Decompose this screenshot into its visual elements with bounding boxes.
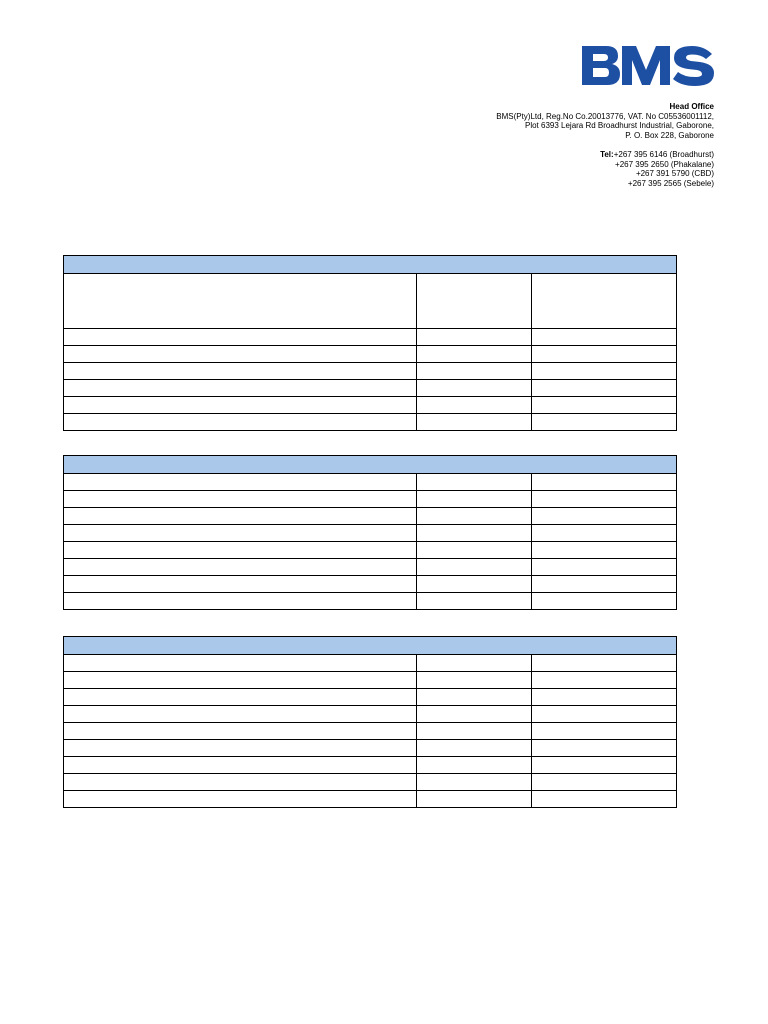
table-cell[interactable] [64, 474, 417, 491]
table-cell[interactable] [417, 723, 532, 740]
table-row [64, 542, 677, 559]
table-row [64, 672, 677, 689]
table-row [64, 397, 677, 414]
table-cell[interactable] [417, 397, 532, 414]
table-cell[interactable] [417, 774, 532, 791]
table-cell[interactable] [417, 508, 532, 525]
section-header-cell [64, 637, 677, 655]
table-row [64, 474, 677, 491]
table-cell[interactable] [532, 689, 677, 706]
table-row [64, 491, 677, 508]
table-cell[interactable] [532, 380, 677, 397]
table-cell[interactable] [417, 740, 532, 757]
table-cell[interactable] [532, 274, 677, 329]
table-cell[interactable] [417, 363, 532, 380]
table-cell[interactable] [532, 559, 677, 576]
table-row [64, 414, 677, 431]
table-cell[interactable] [64, 672, 417, 689]
table-cell[interactable] [64, 329, 417, 346]
table-cell[interactable] [532, 706, 677, 723]
table-cell[interactable] [64, 757, 417, 774]
table-cell[interactable] [417, 706, 532, 723]
table-row [64, 363, 677, 380]
table-cell[interactable] [64, 363, 417, 380]
company-address: Plot 6393 Lejara Rd Broadhurst Industrial, Gaborone, [524, 121, 714, 131]
table-cell[interactable] [417, 542, 532, 559]
table-cell[interactable] [417, 491, 532, 508]
table-cell[interactable] [64, 791, 417, 808]
table-row [64, 274, 677, 329]
table-cell[interactable] [532, 576, 677, 593]
table-cell[interactable] [532, 525, 677, 542]
phone-broadhurst-line [496, 150, 714, 160]
table-cell[interactable] [532, 414, 677, 431]
table-cell[interactable] [532, 363, 677, 380]
table-cell[interactable] [64, 274, 417, 329]
form-table-2 [63, 455, 677, 610]
table-cell[interactable] [532, 791, 677, 808]
table-cell[interactable] [532, 329, 677, 346]
table-cell[interactable] [64, 593, 417, 610]
table-cell[interactable] [532, 757, 677, 774]
table-cell[interactable] [532, 723, 677, 740]
form-table-3 [63, 636, 677, 808]
section-header-cell [64, 256, 677, 274]
table-cell[interactable] [64, 706, 417, 723]
table-cell[interactable] [64, 723, 417, 740]
section-header-cell [64, 456, 677, 474]
table-cell[interactable] [417, 655, 532, 672]
section-header-row [64, 637, 677, 655]
company-po-box: P. O. Box 228, Gaborone [625, 130, 714, 140]
table-row [64, 380, 677, 397]
table-cell[interactable] [532, 672, 677, 689]
table-cell[interactable] [532, 346, 677, 363]
table-cell[interactable] [64, 380, 417, 397]
form-table-1 [63, 255, 677, 431]
table-row [64, 757, 677, 774]
table-cell[interactable] [532, 774, 677, 791]
table-cell[interactable] [417, 576, 532, 593]
phone-phakalane: +267 395 2650 (Phakalane) [615, 159, 714, 169]
table-cell[interactable] [417, 559, 532, 576]
table-cell[interactable] [417, 329, 532, 346]
table-cell[interactable] [417, 757, 532, 774]
head-office-title: Head Office [669, 102, 714, 111]
table-cell[interactable] [532, 740, 677, 757]
table-row [64, 655, 677, 672]
table-row [64, 689, 677, 706]
bms-logo [580, 42, 716, 88]
table-cell[interactable] [417, 414, 532, 431]
table-cell[interactable] [532, 474, 677, 491]
table-cell[interactable] [64, 542, 417, 559]
table-row [64, 791, 677, 808]
table-row [64, 723, 677, 740]
table-row [64, 508, 677, 525]
table-cell[interactable] [64, 508, 417, 525]
section-header-row [64, 456, 677, 474]
table-row [64, 559, 677, 576]
table-cell[interactable] [64, 774, 417, 791]
table-row [64, 525, 677, 542]
table-cell[interactable] [64, 414, 417, 431]
table-row [64, 593, 677, 610]
table-cell[interactable] [532, 542, 677, 559]
table-cell[interactable] [64, 397, 417, 414]
table-row [64, 774, 677, 791]
table-cell[interactable] [64, 346, 417, 363]
table-row [64, 346, 677, 363]
table-cell[interactable] [532, 508, 677, 525]
table-cell[interactable] [417, 346, 532, 363]
table-row [64, 576, 677, 593]
head-office-address [496, 102, 714, 188]
phone-broadhurst: +267 395 6146 (Broadhurst) [613, 149, 714, 159]
table-cell[interactable] [64, 740, 417, 757]
table-cell[interactable] [532, 655, 677, 672]
company-registration: BMS(Pty)Ltd, Reg.No Co.20013776, VAT. No C05536001112, [496, 111, 714, 121]
table-row [64, 329, 677, 346]
section-header-row [64, 256, 677, 274]
table-cell[interactable] [417, 689, 532, 706]
table-cell[interactable] [532, 491, 677, 508]
table-cell[interactable] [64, 655, 417, 672]
table-row [64, 706, 677, 723]
table-cell[interactable] [64, 559, 417, 576]
table-cell[interactable] [532, 397, 677, 414]
table-cell[interactable] [417, 672, 532, 689]
table-cell[interactable] [417, 525, 532, 542]
table-cell[interactable] [417, 474, 532, 491]
table-cell[interactable] [417, 791, 532, 808]
table-cell[interactable] [417, 380, 532, 397]
phone-cbd: +267 391 5790 (CBD) [635, 169, 714, 179]
table-cell[interactable] [64, 689, 417, 706]
table-cell[interactable] [64, 525, 417, 542]
tel-label: Tel: [600, 149, 614, 159]
table-row [64, 740, 677, 757]
table-cell[interactable] [417, 274, 532, 329]
phone-sebele: +267 395 2565 (Sebele) [627, 178, 714, 188]
table-cell[interactable] [64, 576, 417, 593]
table-cell[interactable] [532, 593, 677, 610]
table-cell[interactable] [417, 593, 532, 610]
table-cell[interactable] [64, 491, 417, 508]
